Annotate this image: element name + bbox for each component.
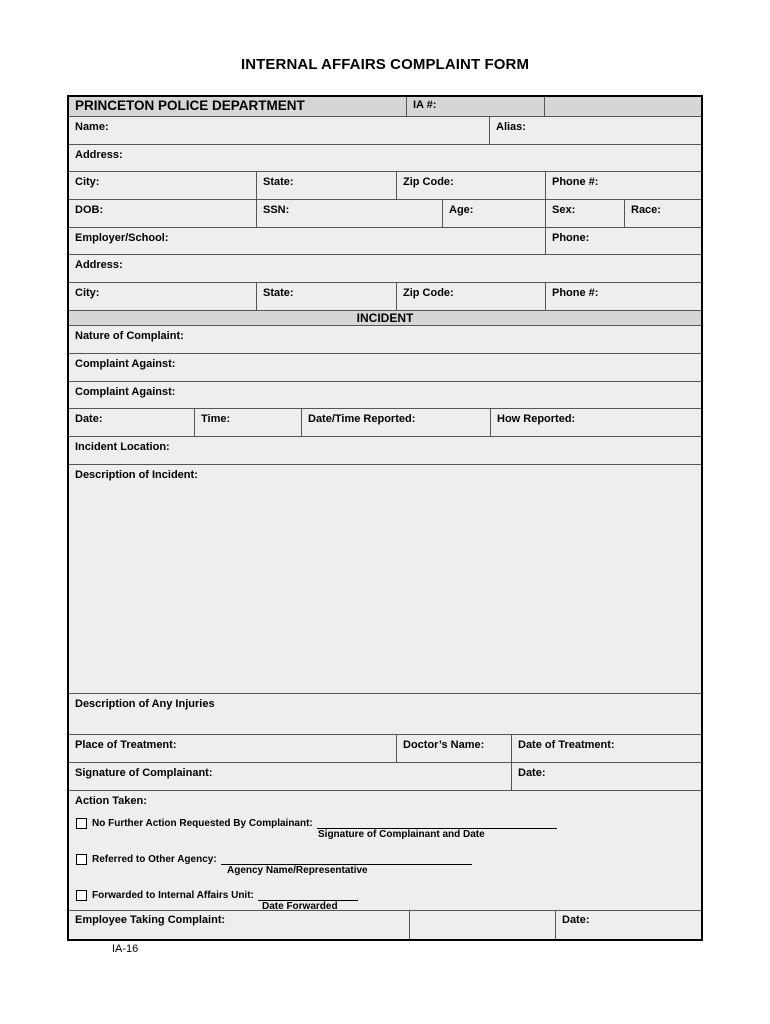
state-field[interactable]	[256, 172, 396, 199]
race-field[interactable]	[624, 200, 701, 227]
against2-field[interactable]	[69, 382, 701, 408]
date-reported-label: Date/Time Reported:	[308, 413, 416, 425]
ia-number-label: IA #:	[413, 99, 437, 111]
place-field[interactable]	[69, 735, 396, 762]
dob-label: DOB:	[75, 204, 104, 216]
date-forwarded-caption: Date Forwarded	[262, 901, 338, 912]
time-field[interactable]	[194, 409, 301, 436]
signature-row	[69, 763, 701, 791]
agency-caption: Agency Name/Representative	[227, 865, 368, 876]
employee-date-label: Date:	[562, 914, 590, 926]
zip-field[interactable]	[396, 172, 545, 199]
forwarded-label: Forwarded to Internal Affairs Unit:	[92, 890, 254, 901]
form-title: INTERNAL AFFAIRS COMPLAINT FORM	[240, 56, 530, 73]
injuries-label: Description of Any Injuries	[75, 698, 215, 710]
state2-label: State:	[263, 287, 294, 299]
description-field[interactable]	[69, 465, 701, 693]
state-label: State:	[263, 176, 294, 188]
city2-field[interactable]	[69, 283, 256, 310]
time-label: Time:	[201, 413, 231, 425]
city2-row	[69, 283, 701, 311]
employer-row	[69, 228, 701, 255]
how-reported-field[interactable]	[490, 409, 701, 436]
action-row	[69, 791, 701, 911]
location-field[interactable]	[69, 437, 701, 464]
state2-field[interactable]	[256, 283, 396, 310]
ssn-field[interactable]	[256, 200, 442, 227]
ia-number-field[interactable]	[406, 97, 544, 116]
employee-field[interactable]	[69, 911, 409, 939]
agency-name-line[interactable]	[221, 855, 472, 865]
incident-heading: INCIDENT	[356, 311, 414, 325]
employee-extra-field[interactable]	[409, 911, 555, 939]
phone-number2-field[interactable]	[545, 283, 701, 310]
phone-number-field[interactable]	[545, 172, 701, 199]
nature-label: Nature of Complaint:	[75, 330, 184, 342]
location-label: Incident Location:	[75, 441, 170, 453]
referred-checkbox[interactable]	[76, 854, 87, 865]
dob-field[interactable]	[69, 200, 256, 227]
against1-field[interactable]	[69, 354, 701, 381]
employee-date-field[interactable]	[555, 911, 701, 939]
address2-field[interactable]	[69, 255, 701, 282]
zip2-label: Zip Code:	[403, 287, 454, 299]
option-referred[interactable]	[76, 854, 472, 865]
city-field[interactable]	[69, 172, 256, 199]
address-field[interactable]	[69, 145, 701, 171]
phone-label: Phone:	[552, 232, 590, 244]
doctor-label: Doctor’s Name:	[403, 739, 485, 751]
place-label: Place of Treatment:	[75, 739, 177, 751]
against2-row	[69, 382, 701, 409]
referred-label: Referred to Other Agency:	[92, 854, 217, 865]
forwarded-checkbox[interactable]	[76, 890, 87, 901]
description-label: Description of Incident:	[75, 469, 198, 481]
employer-label: Employer/School:	[75, 232, 169, 244]
date-reported-field[interactable]	[301, 409, 490, 436]
name-field[interactable]	[69, 117, 489, 144]
signature-date-field[interactable]	[511, 763, 701, 790]
employee-row	[69, 911, 701, 939]
city-label: City:	[75, 176, 100, 188]
age-field[interactable]	[442, 200, 545, 227]
address2-label: Address:	[75, 259, 123, 271]
date-time-row	[69, 409, 701, 437]
age-label: Age:	[449, 204, 474, 216]
against1-row	[69, 354, 701, 382]
name-row	[69, 117, 701, 145]
date-field[interactable]	[69, 409, 194, 436]
doctor-field[interactable]	[396, 735, 511, 762]
treatment-date-label: Date of Treatment:	[518, 739, 615, 751]
zip2-field[interactable]	[396, 283, 545, 310]
treatment-row	[69, 735, 701, 763]
address-label: Address:	[75, 149, 123, 161]
ssn-label: SSN:	[263, 204, 290, 216]
incident-heading-row	[69, 311, 701, 326]
signature-caption: Signature of Complainant and Date	[318, 829, 485, 840]
signature-date-label: Date:	[518, 767, 546, 779]
sex-label: Sex:	[552, 204, 576, 216]
injuries-field[interactable]	[69, 694, 701, 734]
race-label: Race:	[631, 204, 661, 216]
how-reported-label: How Reported:	[497, 413, 576, 425]
employee-label: Employee Taking Complaint:	[75, 914, 226, 926]
form-number: IA-16	[112, 943, 139, 955]
no-further-action-checkbox[interactable]	[76, 818, 87, 829]
zip-label: Zip Code:	[403, 176, 454, 188]
sex-field[interactable]	[545, 200, 624, 227]
alias-label: Alias:	[496, 121, 526, 133]
against2-label: Complaint Against:	[75, 386, 176, 398]
address2-row	[69, 255, 701, 283]
address-row	[69, 145, 701, 172]
nature-row	[69, 326, 701, 354]
city-row	[69, 172, 701, 200]
action-heading: Action Taken:	[75, 795, 147, 807]
injuries-row	[69, 694, 701, 735]
treatment-date-field[interactable]	[511, 735, 701, 762]
date-label: Date:	[75, 413, 103, 425]
option-forwarded[interactable]	[76, 890, 358, 901]
phone-field[interactable]	[545, 228, 701, 254]
phone-number2-label: Phone #:	[552, 287, 599, 299]
phone-number-label: Phone #:	[552, 176, 599, 188]
department-name: PRINCETON POLICE DEPARTMENT	[75, 98, 305, 113]
option-no-further-action[interactable]	[76, 818, 557, 829]
signature-field[interactable]	[69, 763, 511, 790]
header-row	[69, 97, 701, 117]
employer-field[interactable]	[69, 228, 545, 254]
alias-field[interactable]	[489, 117, 701, 144]
city2-label: City:	[75, 287, 100, 299]
complainant-signature-line[interactable]	[317, 819, 557, 829]
ia-number-input[interactable]	[544, 97, 701, 116]
dob-row	[69, 200, 701, 228]
no-further-action-label: No Further Action Requested By Complainant:	[92, 818, 313, 829]
location-row	[69, 437, 701, 465]
signature-label: Signature of Complainant:	[75, 767, 213, 779]
date-forwarded-line[interactable]	[258, 891, 358, 901]
name-label: Name:	[75, 121, 109, 133]
nature-field[interactable]	[69, 326, 701, 353]
complaint-form	[67, 95, 703, 941]
description-row	[69, 465, 701, 694]
against1-label: Complaint Against:	[75, 358, 176, 370]
